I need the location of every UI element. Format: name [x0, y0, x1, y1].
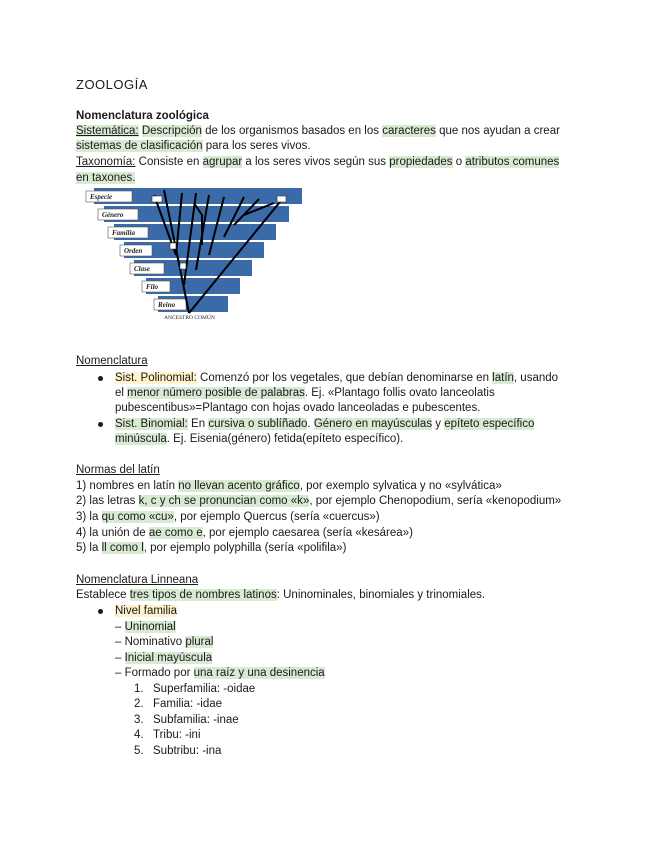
rule-2 — [76, 494, 561, 509]
text-fragment: tres tipos de nombres latinos — [129, 589, 277, 601]
taxonomy-tree-diagram — [84, 185, 314, 325]
text-fragment: 5) la — [76, 542, 102, 554]
text-fragment: menor número posible de palabras — [127, 387, 305, 399]
text-fragment: , por ejemplo Chenopodium, sería «kenopodium» — [309, 495, 562, 507]
numbered-item: 1. — [134, 683, 144, 695]
numbered-item: 5. — [134, 745, 144, 757]
text-fragment: epíteto específico — [444, 418, 535, 430]
numbered-item: 4. — [134, 729, 144, 741]
text-fragment: ll como l — [101, 542, 144, 554]
text-fragment: Consiste en — [135, 156, 203, 168]
suffix-subfamilia: Subfamilia: -inae — [153, 714, 239, 726]
diagram-caption: ANCESTRO COMÚN — [164, 315, 215, 321]
text-fragment: Formado por — [124, 667, 194, 679]
text-fragment: plural — [185, 636, 214, 648]
text-fragment: . — [307, 418, 314, 430]
text-fragment: , por exemplo sylvatica y no «sylvática» — [299, 480, 502, 492]
suffix-superfamilia: Superfamilia: -oidae — [153, 683, 256, 695]
taxonomia-line-1 — [76, 155, 559, 170]
text-fragment: 4) la unión de — [76, 527, 149, 539]
heading-nomenclatura-linneana: Nomenclatura Linneana — [76, 574, 199, 586]
text-fragment: propiedades — [389, 156, 453, 168]
level-label-familia: Familia — [112, 229, 135, 237]
taxonomia-line-2 — [76, 171, 135, 186]
sistematica-line-2 — [76, 139, 311, 154]
text-fragment: , por ejemplo caesarea (sería «kesárea») — [202, 527, 413, 539]
bullet-icon — [98, 376, 103, 381]
binomial-line-2 — [115, 432, 403, 447]
level-label-orden: Orden — [124, 247, 143, 255]
text-fragment: y — [432, 418, 445, 430]
dash-item-uninomial: – Uninomial — [115, 621, 176, 633]
text-fragment: latín — [492, 372, 514, 384]
text-fragment: Nivel familia — [115, 605, 177, 617]
text-fragment: el — [115, 387, 128, 399]
bullet-icon — [98, 422, 103, 427]
text-fragment: 1) nombres en latín — [76, 480, 179, 492]
polinomial-line-1 — [115, 371, 558, 386]
text-fragment: de los organismos basados en los — [201, 125, 383, 137]
text-fragment: minúscula — [115, 433, 167, 445]
text-fragment: 3) la — [76, 511, 102, 523]
suffix-subtribu: Subtribu: -ina — [153, 745, 222, 757]
text-fragment: caracteres — [382, 125, 436, 137]
text-fragment: En — [187, 418, 209, 430]
polinomial-label: Sist. Polinomial: — [115, 372, 197, 384]
text-fragment: atributos comunes — [465, 156, 560, 168]
document-title: ZOOLOGÍA — [76, 77, 148, 92]
level-label-clase: Clase — [134, 265, 150, 273]
rule-4 — [76, 526, 413, 541]
dash-item-nominativo: – Nominativo plural — [115, 636, 214, 648]
text-fragment: para los seres vivos. — [202, 140, 311, 152]
suffix-tribu: Tribu: -ini — [153, 729, 201, 741]
binomial-label: Sist. Binomial: — [115, 418, 188, 430]
text-fragment: en taxones. — [76, 172, 136, 184]
text-fragment: cursiva o sublíñado — [208, 418, 308, 430]
text-fragment: , por ejemplo Quercus (sería «cuercus») — [173, 511, 380, 523]
text-fragment: Establece — [76, 589, 130, 601]
polinomial-line-2 — [115, 386, 495, 401]
text-fragment: que nos ayudan a crear — [435, 125, 560, 137]
rule-1 — [76, 479, 502, 494]
numbered-item: 3. — [134, 714, 144, 726]
text-fragment: . Ej. «Plantago follis ovato lanceolatis — [304, 387, 495, 399]
rule-3 — [76, 510, 380, 525]
text-fragment: : Uninominales, binomiales y trinomiales. — [276, 589, 486, 601]
text-fragment: agrupar — [202, 156, 243, 168]
level-label-filo: Filo — [146, 283, 159, 291]
text-fragment: 2) las letras — [76, 495, 139, 507]
binomial-line-1 — [115, 417, 534, 432]
level-label-especie: Especie — [90, 193, 113, 201]
heading-normas-latin: Normas del latín — [76, 464, 160, 476]
text-fragment: k, c y ch se pronuncian como «k» — [138, 495, 310, 507]
text-fragment: no llevan acento gráfico — [178, 480, 300, 492]
sistematica-label: Sistemática: — [76, 125, 139, 137]
numbered-item: 2. — [134, 698, 144, 710]
level-label-genero: Género — [102, 211, 124, 219]
text-fragment: Género en mayúsculas — [313, 418, 433, 430]
text-fragment: , por ejemplo polyphilla (sería «polifila») — [143, 542, 347, 554]
text-fragment: Nominativo — [124, 636, 186, 648]
level-label-reino: Reino — [158, 301, 176, 309]
linneana-intro — [76, 588, 485, 603]
text-fragment: sistemas de clasificación — [76, 140, 203, 152]
polinomial-line-3: pubescentibus»=Plantago con hojas ovado lanceoladas e pubescentes. — [115, 402, 481, 414]
text-fragment: Uninomial — [124, 621, 176, 633]
dash-item-inicial: – Inicial mayúscula — [115, 652, 213, 664]
text-fragment: qu como «cu» — [101, 511, 174, 523]
taxonomia-label: Taxonomía: — [76, 156, 136, 168]
dash-item-formado: – Formado por una raíz y una desinencia — [115, 667, 325, 679]
heading-nomenclatura-zoologica: Nomenclatura zoológica — [76, 110, 209, 122]
suffix-familia: Familia: -idae — [153, 698, 223, 710]
sistematica-line-1 — [76, 124, 560, 139]
text-fragment: Comenzó por los vegetales, que debían denominarse en — [196, 372, 493, 384]
text-fragment: Inicial mayúscula — [124, 652, 213, 664]
bullet-icon — [98, 609, 103, 614]
rule-5 — [76, 541, 346, 556]
text-fragment: , usando — [513, 372, 559, 384]
text-fragment: . Ej. Eisenia(género) fetida(epíteto específico). — [166, 433, 404, 445]
text-fragment: ae como e — [148, 527, 203, 539]
text-fragment: o — [452, 156, 466, 168]
heading-nomenclatura: Nomenclatura — [76, 355, 148, 367]
text-fragment: a los seres vivos según sus — [242, 156, 390, 168]
nivel-familia — [115, 604, 177, 619]
text-fragment: una raíz y una desinencia — [193, 667, 325, 679]
text-fragment: Descripción — [141, 125, 202, 137]
